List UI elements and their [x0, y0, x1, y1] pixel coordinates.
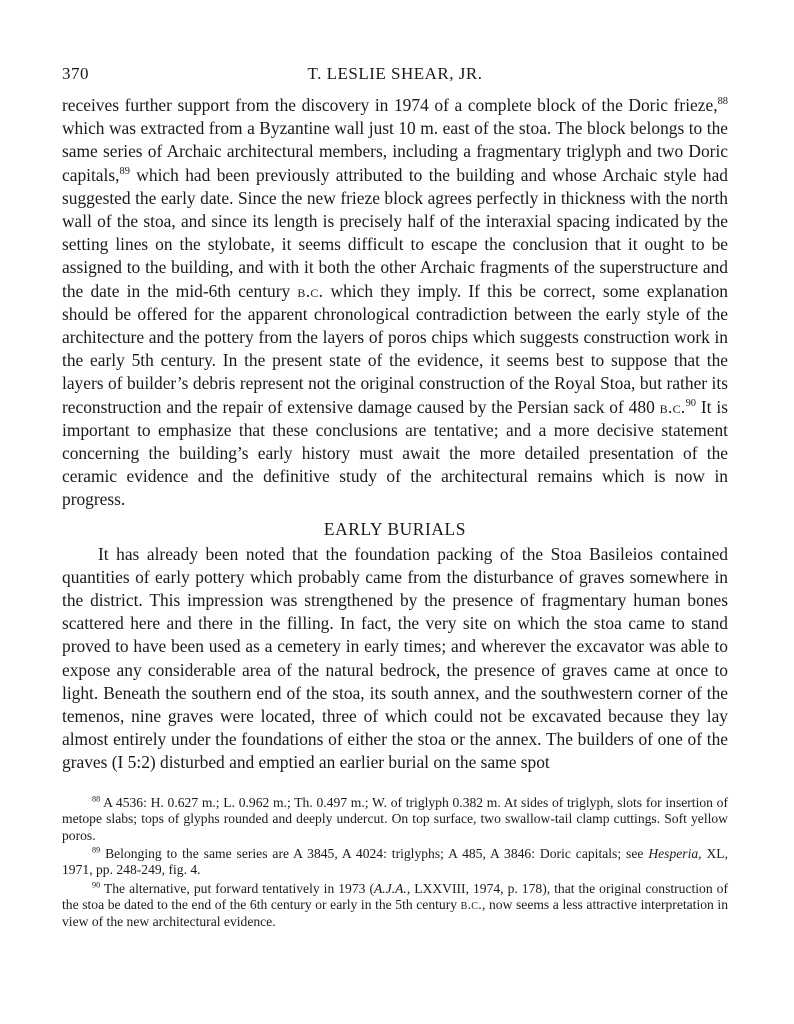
text-run: which had been previously attributed to the building and whose Archaic style had suggested the early date. Since the new frieze block agrees perfectly in thickness with the north wall of the stoa, and since its length is precisely half of the interaxial spacing indicated by the setting lines on the stylobate, it seems difficult to escape the conclusion that it ought to be assigned to the building, and with it both the other Archaic fragments of the superstructure and the date in the mid-6th century [62, 164, 728, 301]
footnote-ref-90: 90 [685, 397, 696, 409]
footnote-text: Belonging to the same series are A 3845, A 4024: triglyphs; A 485, A 3846: Doric capitals; see [100, 845, 649, 861]
footnote-number: 89 [92, 845, 101, 855]
footnote-text: LXXVIII, 1974, p. 178), that the original construction of the stoa be dated to the end of the 6th century or early in the 5th century [62, 880, 728, 913]
body-paragraph-1 [62, 94, 728, 512]
footnote-90 [62, 881, 728, 930]
footnote-text: XL, 1971, pp. 248-249, fig. 4. [62, 845, 728, 878]
page-number: 370 [62, 64, 89, 83]
footnote-ref-89: 89 [119, 165, 130, 177]
footnote-88 [62, 795, 728, 844]
era-abbrev: b.c. [297, 280, 324, 301]
journal-title: A.J.A., [373, 880, 411, 896]
footnote-number: 88 [92, 794, 101, 804]
footnote-89 [62, 846, 728, 879]
footnote-text: A 4536: H. 0.627 m.; L. 0.962 m.; Th. 0.497 m.; W. of triglyph 0.382 m. At sides of triglyph, slots for insertion of metope slabs; tops of glyphs rounded and deeply undercut. On top surface, two swallow-tail clamp cuttings. Soft yellow poros. [62, 794, 728, 843]
footnote-text: The alternative, put forward tentatively in 1973 ( [100, 880, 374, 896]
footnote-text: , now seems a less attractive interpretation in view of the new architectural evidence. [62, 897, 728, 929]
footnote-number: 90 [92, 880, 101, 890]
footnote-ref-88: 88 [717, 96, 728, 108]
page [62, 64, 728, 932]
body-paragraph-2: It has already been noted that the foundation packing of the Stoa Basileios contained quantities of early pottery which probably came from the disturbance of graves somewhere in the district. This impression was strengthened by the presence of fragmentary human bones scattered here and there in the filling. In fact, the very site on which the stoa came to stand proved to have been used as a cemetery in early times; and wherever the excavator was able to expose any considerable area of the natural bedrock, the presence of graves came at once to light. Beneath the southern end of the stoa, its south annex, and the southwestern corner of the temenos, nine graves were located, three of which could not be excavated because they lay almost entirely under the foundations of either the stoa or the annex. The builders of one of the graves (I 5:2) disturbed and emptied an earlier burial on the same spot [62, 543, 728, 773]
text-run: It is important to emphasize that these conclusions are tentative; and a more decisive statement concerning the building’s early history must await the more detailed presentation of the ceramic evidence and the definitive study of the architectural remains which is now in progress. [62, 396, 728, 510]
running-title: T. LESLIE SHEAR, JR. [307, 64, 483, 83]
text-run: which was extracted from a Byzantine wall just 10 m. east of the stoa. The block belongs to the same series of Archaic architectural members, including a fragmentary triglyph and two Doric capitals, [62, 118, 728, 185]
running-head [62, 64, 728, 90]
text-run: receives further support from the discovery in 1974 of a complete block of the Doric frieze, [62, 95, 718, 115]
footnotes [62, 795, 728, 930]
era-abbrev: b.c. [659, 396, 686, 417]
journal-title: Hesperia, [648, 845, 702, 861]
era-abbrev: b.c. [460, 897, 482, 913]
text-run: which they imply. If this be correct, some explanation should be offered for the apparent chronological contradiction between the early style of the architecture and the pottery from the layers of poros chips which suggests construction work in the early 5th century. In the present state of the evidence, it seems best to suppose that the layers of builder’s debris represent not the original construction of the Royal Stoa, but rather its reconstruction and the repair of extensive damage caused by the Persian sack of 480 [62, 280, 728, 417]
section-heading: EARLY BURIALS [323, 518, 467, 539]
